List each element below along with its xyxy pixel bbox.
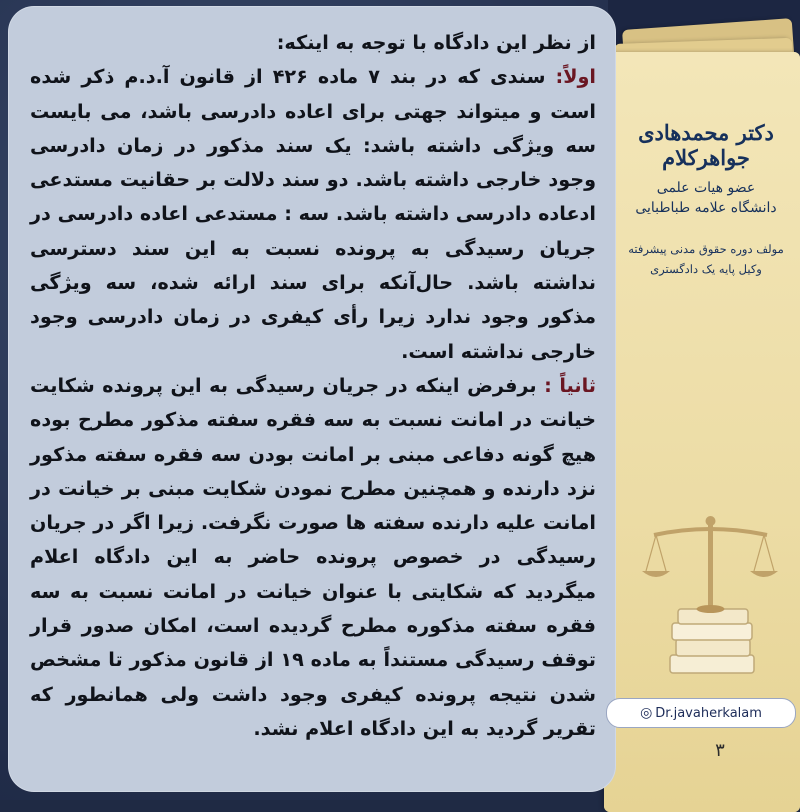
instagram-icon: ◎ [640,705,653,721]
second-label: ثانیاً : [544,373,596,397]
justice-scale-icon [640,505,780,685]
text-card [8,6,616,792]
social-handle-text: Dr.javaherkalam [655,705,762,721]
first-paragraph [30,60,596,369]
second-paragraph [30,369,596,746]
second-text: برفرض اینکه در جریان رسیدگی به این پرونده شکایت خیانت در امانت نسبت به سه فقره سفته مذکور مطرح بوده هیچ گونه دفاعی مبنی بر امانت بودن سه فقره سفته مذکور نزد دارنده و همچنین مطرح نمودن شکایت مبنی بر خیانت در امانت علیه دارنده سفته ها صورت نگرفت. زیرا اگر در جریان رسیدگی در خصوص پرونده حاضر به این دادگاه اعلام میگردید که شکایتی با عنوان خیانت در امانت نسبت به سه فقره سفته مذکوره مطرح گردیده است، امکان صدور قرار توقف رسیدگی مستنداً به ماده ۱۹ از قانون مذکور تا مشخص شدن نتیجه پرونده کیفری وجود داشت ولی همانطور که تقریر گردید به این دادگاه اعلام نشد. [30,373,597,740]
author-university: دانشگاه علامه طباطبایی [635,200,777,216]
author-title: عضو هیات علمی [656,180,756,196]
first-text: سندی که در بند ۷ ماده ۴۲۶ از قانون آ.د.م ذکر شده است و میتواند جهتی برای اعاده دادرسی باشد، می بایست سه ویژگی داشته باشد: یک سند مذکور در زمان دادرسی وجود خارجی داشته باشد. دو سند دلالت بر حقانیت مستدعی ادعاده دادرسی داشته باشد. سه : مستدعی اعاده دادرسی در جریان رسیدگی به پرونده نسبت به این سند دسترسی نداشته باشد. حال‌آنکه برای سند ارائه شده، سه ویژگی مذکور وجود ندارد زیرا رأی کیفری در زمان دادرسی وجود خارجی نداشته است. [30,65,596,363]
author-book: مولف دوره حقوق مدنی پیشرفته [628,242,784,256]
first-label: اولاً: [555,65,597,89]
author-block [614,120,798,276]
author-name: دکتر محمدهادی جواهرکلام [638,120,774,170]
letter-opening: از نظر این دادگاه با توجه به اینکه: [276,31,596,54]
author-role: وکیل پایه یک دادگستری [650,262,762,276]
page-number: ۳ [715,740,725,761]
social-handle[interactable] [606,698,796,728]
letter-body [30,26,596,746]
